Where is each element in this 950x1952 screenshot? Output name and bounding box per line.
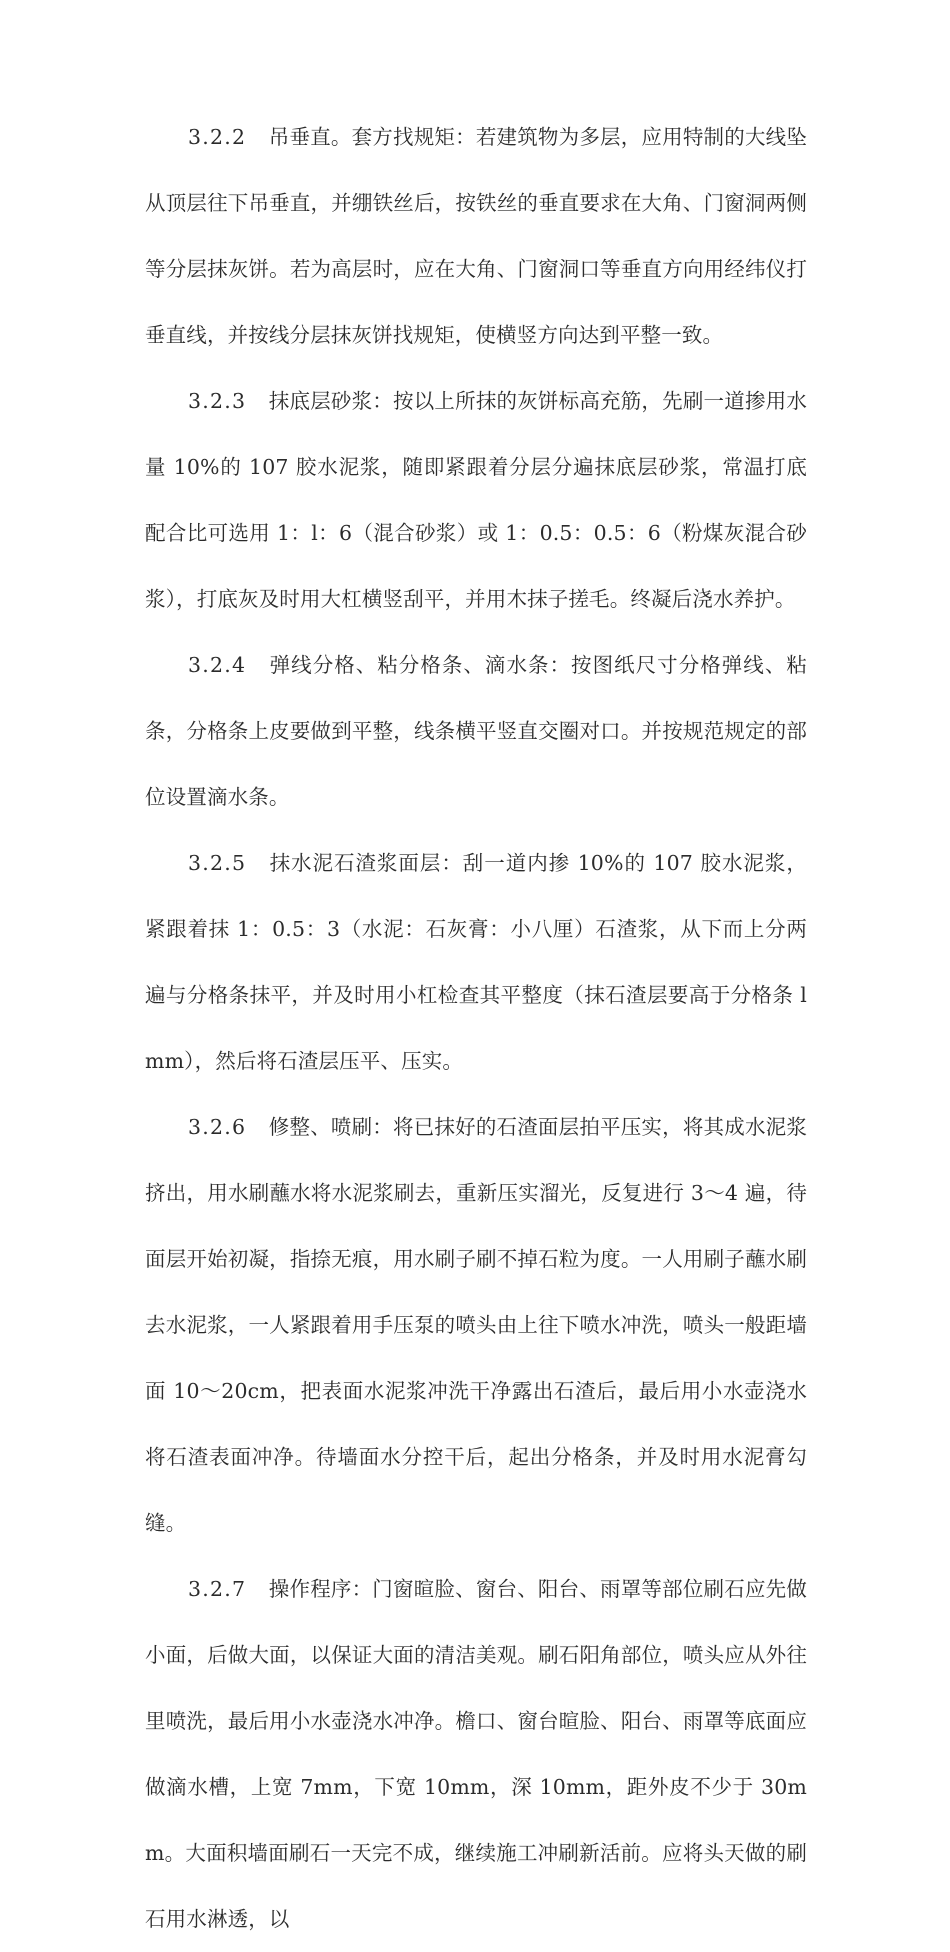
paragraph-number-3-2-7: 3.2.7 — [188, 1577, 247, 1601]
paragraph-number-3-2-4: 3.2.4 — [188, 653, 247, 677]
paragraph-number-3-2-5: 3.2.5 — [188, 851, 247, 875]
paragraph-number-3-2-6: 3.2.6 — [188, 1115, 247, 1139]
paragraph-text-3-2-6: 修整、喷刷：将已抹好的石渣面层拍平压实，将其成水泥浆挤出，用水刷蘸水将水泥浆刷去，重新压实溜光，反复进行 3～4 遍，待面层开始初凝，指捺无痕，用水刷子刷不掉石粒为度。一人用刷子蘸水刷去水泥浆，一人紧跟着用手压泵的喷头由上往下喷水冲洗，喷头一般距墙面 10～20cm，把表面水泥浆冲洗干净露出石渣后，最后用小水壶浇水将石渣表面冲净。待墙面水分控干后，起出分格条，并及时用水泥膏勾缝。 — [145, 1115, 807, 1535]
paragraph-text-3-2-2: 吊垂直。套方找规矩：若建筑物为多层，应用特制的大线坠从顶层往下吊垂直，并绷铁丝后，按铁丝的垂直要求在大角、门窗洞两侧等分层抹灰饼。若为高层时，应在大角、门窗洞口等垂直方向用经纬仪打垂直线，并按线分层抹灰饼找规矩，使横竖方向达到平整一致。 — [145, 125, 807, 347]
paragraph-3-2-5 — [145, 830, 807, 1094]
paragraph-number-3-2-2: 3.2.2 — [188, 125, 247, 149]
paragraph-number-3-2-3: 3.2.3 — [188, 389, 247, 413]
paragraph-3-2-3 — [145, 368, 807, 632]
paragraph-3-2-2 — [145, 104, 807, 368]
paragraph-3-2-4 — [145, 632, 807, 830]
document-body — [145, 104, 807, 1952]
paragraph-text-3-2-3: 抹底层砂浆：按以上所抹的灰饼标高充筋，先刷一道掺用水量 10%的 107 胶水泥浆，随即紧跟着分层分遍抹底层砂浆，常温打底配合比可选用 1：l：6（混合砂浆）或 1：0.5：0.5：6（粉煤灰混合砂浆），打底灰及时用大杠横竖刮平，并用木抹子搓毛。终凝后浇水养护。 — [145, 389, 807, 611]
paragraph-text-3-2-5: 抹水泥石渣浆面层：刮一道内掺 10%的 107 胶水泥浆，紧跟着抹 1：0.5：3（水泥：石灰膏：小八厘）石渣浆，从下而上分两遍与分格条抹平，并及时用小杠检查其平整度（抹石渣层要高于分格条 lmm），然后将石渣层压平、压实。 — [145, 851, 807, 1073]
paragraph-3-2-7 — [145, 1556, 807, 1952]
paragraph-text-3-2-7: 操作程序：门窗暄脸、窗台、阳台、雨罩等部位刷石应先做小面，后做大面，以保证大面的清洁美观。刷石阳角部位，喷头应从外往里喷洗，最后用小水壶浇水冲净。檐口、窗台暄脸、阳台、雨罩等底面应做滴水槽，上宽 7mm，下宽 10mm，深 10mm，距外皮不少于 30mm。大面积墙面刷石一天完不成，继续施工冲刷新活前。应将头天做的刷石用水淋透，以 — [145, 1577, 807, 1931]
paragraph-text-3-2-4: 弹线分格、粘分格条、滴水条：按图纸尺寸分格弹线、粘条，分格条上皮要做到平整，线条横平竖直交圈对口。并按规范规定的部位设置滴水条。 — [145, 653, 807, 809]
paragraph-3-2-6 — [145, 1094, 807, 1556]
